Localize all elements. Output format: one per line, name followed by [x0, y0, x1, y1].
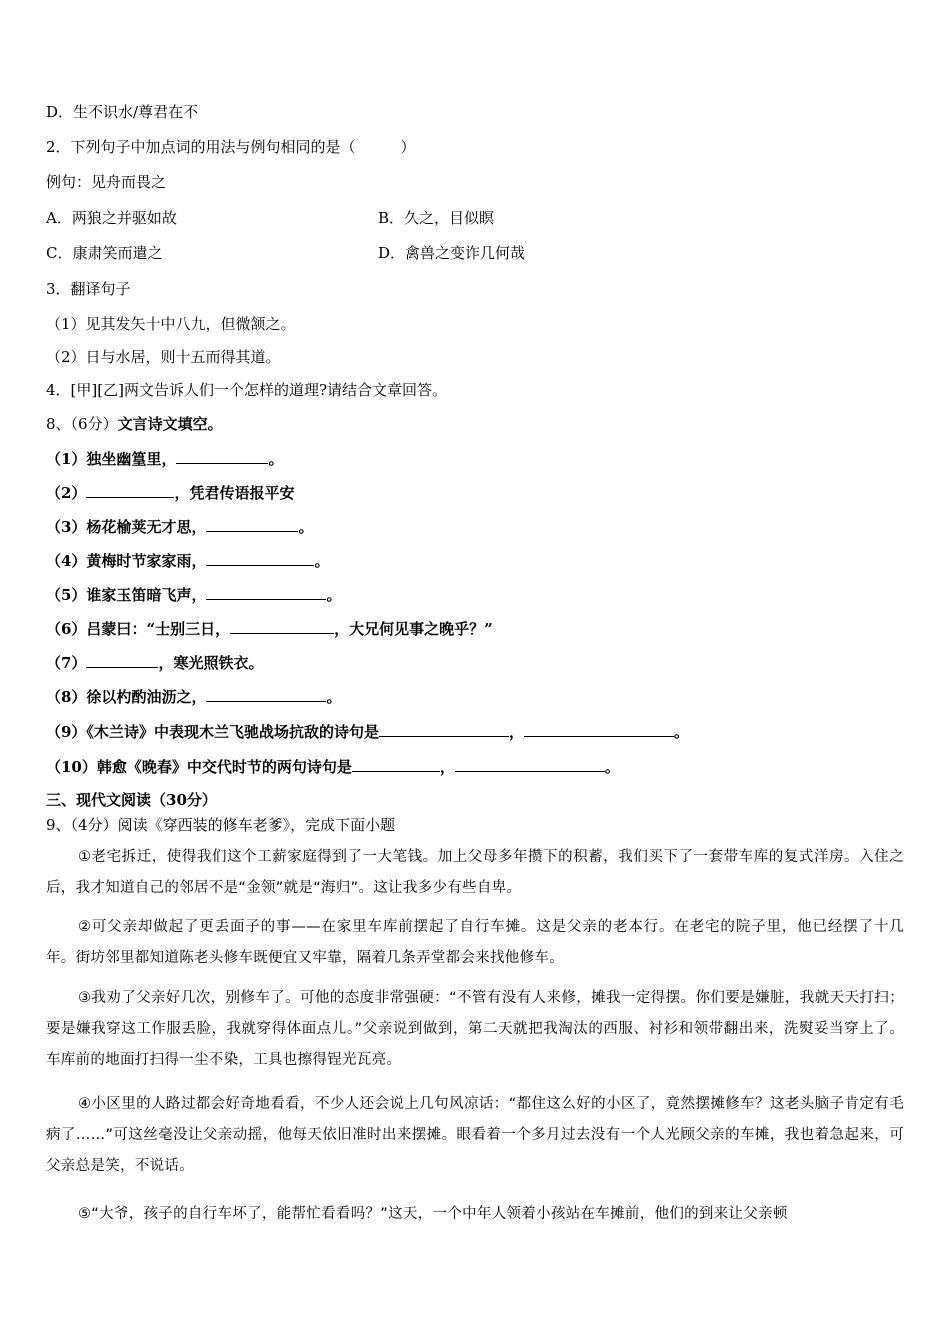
fill-item-3 — [46, 517, 313, 537]
fill-item-6 — [46, 619, 493, 639]
fill-blank[interactable] — [206, 687, 326, 702]
fill-item-7 — [46, 653, 263, 673]
fill-text: 。 — [673, 723, 689, 741]
fill-text: （8）徐以杓酌油沥之， — [46, 688, 207, 706]
fill-item-1 — [46, 449, 283, 469]
fill-blank[interactable] — [206, 585, 326, 600]
fill-text: ，凭君传语报平安 — [174, 484, 295, 502]
fill-item-8 — [46, 687, 341, 707]
fill-text: 。 — [326, 688, 342, 706]
line-q3-2: （2）日与水居，则十五而得其道。 — [46, 348, 281, 366]
q8-prefix: 8、（6分） — [46, 415, 118, 433]
passage-paragraph-5: ⑤“大爷，孩子的自行车坏了，能帮忙看看吗？”这天，一个中年人领着小孩站在车摊前，他们的到来让父亲顿 — [78, 1206, 788, 1222]
passage-paragraph-4: ④小区里的人路过都会好奇地看看，不少人还会说上几句风凉话：“都住这么好的小区了，竟然摆摊修车？这老头脑子肯定有毛病了……”可这丝毫没让父亲动摇，他每天依旧准时出来摆摊。眼看着一个多月过去没有一个人光顾父亲的车摊，我也着急起来，可父亲总是笑，不说话。 — [46, 1096, 904, 1174]
fill-item-4 — [46, 551, 329, 571]
fill-blank[interactable] — [86, 653, 158, 668]
fill-text: 。 — [604, 758, 620, 776]
fill-text: （7） — [46, 654, 87, 672]
option-d: D．禽兽之变诈几何哉 — [378, 244, 526, 262]
fill-text: 。 — [298, 518, 314, 536]
fill-text: 。 — [326, 586, 342, 604]
fill-text: ，寒光照铁衣。 — [158, 654, 264, 672]
fill-blank[interactable] — [206, 517, 298, 532]
fill-text: ，大兄何见事之晚乎？” — [334, 620, 493, 638]
line-opt-d: D．生不识水/尊君在不 — [46, 103, 199, 121]
passage-paragraph-2: ②可父亲却做起了更丢面子的事——在家里车库前摆起了自行车摊。这是父亲的老本行。在老宅的院子里，他已经摆了十几年。街坊邻里都知道陈老头修车既便宜又牢靠，隔着几条弄堂都会来找他修车。 — [46, 919, 904, 966]
fill-blank[interactable] — [352, 757, 440, 772]
option-a: A．两狼之并驱如故 — [46, 209, 177, 227]
fill-text: （1）独坐幽篁里， — [46, 450, 177, 468]
fill-text: （4）黄梅时节家家雨， — [46, 552, 207, 570]
fill-blank[interactable] — [379, 722, 509, 737]
line-example: 例句：见舟而畏之 — [46, 173, 167, 191]
fill-text: ， — [508, 723, 524, 741]
line-q3: 3．翻译句子 — [46, 280, 131, 298]
fill-text: （10）韩愈《晚春》中交代时节的两句诗句是 — [46, 758, 352, 776]
fill-item-2 — [46, 483, 294, 503]
fill-blank[interactable] — [455, 757, 605, 772]
section-3-heading: 三、现代文阅读（30分） — [46, 791, 217, 809]
fill-text: （5）谁家玉笛暗飞声， — [46, 586, 207, 604]
fill-blank[interactable] — [176, 449, 268, 464]
line-q2: 2．下列句子中加点词的用法与例句相同的是（ ） — [46, 138, 416, 156]
q8-title: 文言诗文填空。 — [117, 415, 223, 433]
fill-text: （9）《木兰诗》中表现木兰飞驰战场抗敌的诗句是 — [46, 723, 379, 741]
fill-text: ， — [439, 758, 455, 776]
fill-item-5 — [46, 585, 341, 605]
q8-heading — [46, 414, 223, 434]
fill-blank[interactable] — [86, 483, 174, 498]
passage-paragraph-3: ③我劝了父亲好几次，别修车了。可他的态度非常强硬：“不管有没有人来修，摊我一定得摆。你们要是嫌脏，我就天天打扫；要是嫌我穿这工作服丢脸，我就穿得体面点儿。”父亲说到做到，第二天就把我淘汰的西服、衬衫和领带翻出来，洗熨妥当穿上了。车库前的地面打扫得一尘不染，工具也擦得锃光瓦亮。 — [46, 990, 904, 1068]
fill-item-10 — [46, 757, 620, 777]
fill-item-9 — [46, 722, 689, 742]
fill-blank[interactable] — [206, 551, 314, 566]
line-q9: 9、（4分）阅读《穿西装的修车老爹》，完成下面小题 — [46, 816, 396, 834]
line-q4: 4．[甲][乙]两文告诉人们一个怎样的道理?请结合文章回答。 — [46, 381, 447, 399]
fill-text: （2） — [46, 484, 87, 502]
fill-blank[interactable] — [230, 619, 334, 634]
fill-text: （3）杨花榆荚无才思， — [46, 518, 207, 536]
option-b: B．久之，目似瞑 — [378, 209, 495, 227]
line-q3-1: （1）见其发矢十中八九，但微颔之。 — [46, 315, 296, 333]
fill-text: 。 — [314, 552, 330, 570]
fill-blank[interactable] — [524, 722, 674, 737]
fill-text: （6）吕蒙曰：“士别三日， — [46, 620, 231, 638]
fill-text: 。 — [268, 450, 284, 468]
option-c: C．康肃笑而遣之 — [46, 244, 163, 262]
passage-paragraph-1: ①老宅拆迁，使得我们这个工薪家庭得到了一大笔钱。加上父母多年攒下的积蓄，我们买下了一套带车库的复式洋房。入住之后，我才知道自己的邻居不是“金领”就是“海归”。这让我多少有些自卑。 — [46, 849, 904, 896]
